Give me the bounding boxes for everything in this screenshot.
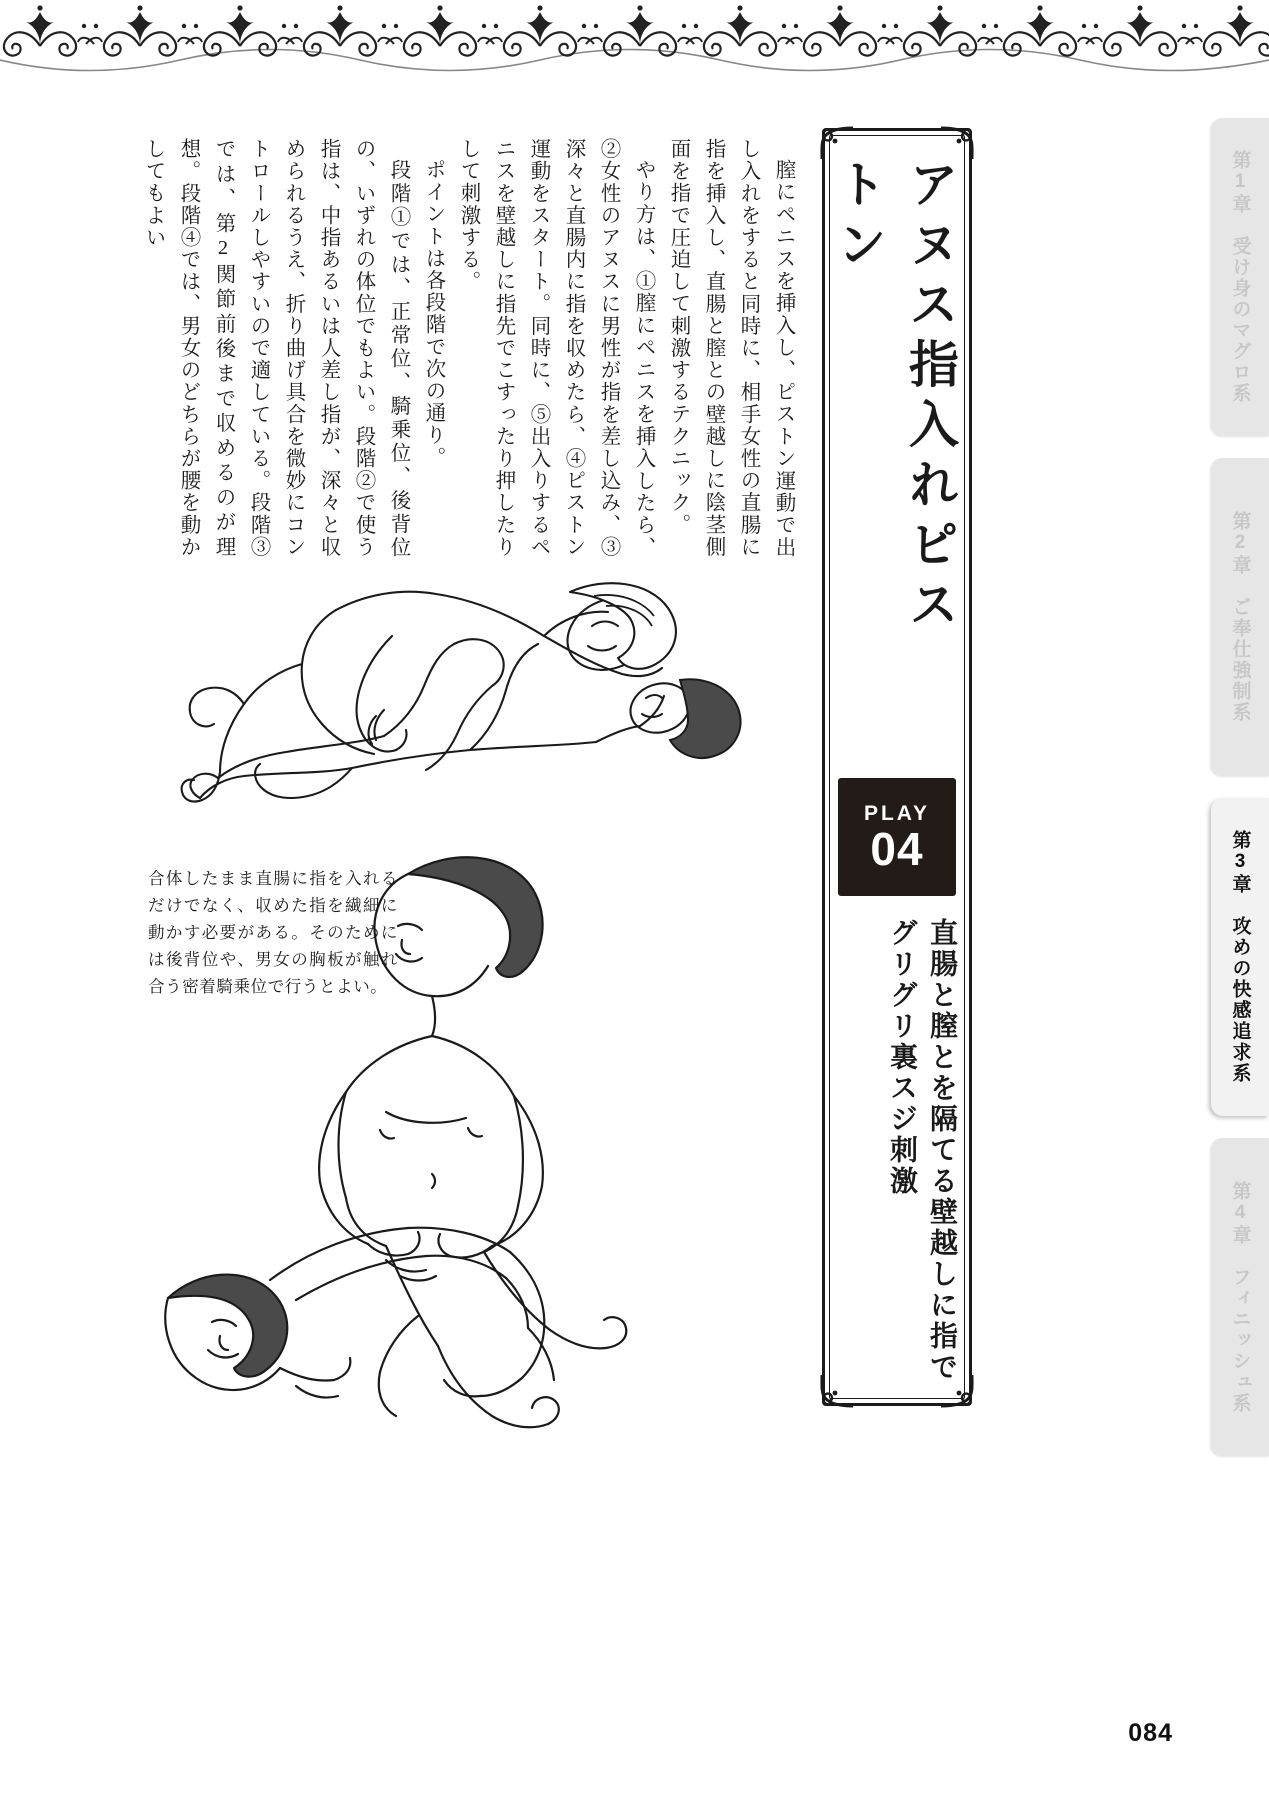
play-label: PLAY bbox=[863, 801, 931, 825]
chapter-tab-1[interactable]: 第1章 受け身のマグロ系 bbox=[1211, 118, 1269, 436]
chapter-tab-list bbox=[1211, 118, 1269, 1456]
body-paragraph-3: ポイントは各段階で次の通り。 bbox=[422, 158, 444, 468]
hair-shape bbox=[670, 679, 741, 758]
body-paragraph-4: 段階①では、正常位、騎乗位、後背位の、いずれの体位でもよい。段階②で使う指は、中指あるいは人差し指が、深々と収められるうえ、折り曲げ具合を微妙にコントロールしやすいので適している。段階③では、第2関節前後まで収めるのが理想。段階④では、男女のどちらが腰を動かしてもよい bbox=[142, 138, 409, 558]
play-title: アヌス指入れピストン bbox=[830, 158, 958, 638]
body-paragraph-2: やり方は、①膣にペニスを挿入したら、②女性のアヌスに男性が指を差し込み、③深々と直腸内に指を収めたら、④ピストン運動をスタート。同時に、⑤出入りするペニスを壁越しに指先でこすったり押したりして刺激する。 bbox=[457, 138, 654, 558]
play-number: 04 bbox=[870, 822, 924, 875]
corner-flourish-icon bbox=[941, 125, 975, 159]
chapter-tab-2[interactable]: 第2章 ご奉仕強制系 bbox=[1211, 458, 1269, 776]
title-banner bbox=[822, 128, 972, 1406]
chapter-tab-4[interactable]: 第4章 フィニッシュ系 bbox=[1211, 1138, 1269, 1456]
illustration-missionary-position bbox=[140, 548, 760, 848]
corner-flourish-icon bbox=[819, 125, 853, 159]
illustration-caption: 合体したまま直腸に指を入れるだけでなく、収めた指を繊細に動かす必要がある。そのためには後背位や、男女の胸板が触れ合う密着騎乗位で行うとよい。 bbox=[148, 869, 398, 996]
play-number-badge bbox=[838, 778, 956, 896]
hair-shape bbox=[408, 857, 543, 977]
body-paragraph-1: 膣にペニスを挿入し、ピストン運動で出し入れをすると同時に、相手女性の直腸に指を挿入し、直腸と膣との壁越しに陰茎側面を指で圧迫して刺激するテクニック。 bbox=[667, 138, 794, 558]
hair-shape bbox=[168, 1275, 287, 1377]
chapter-tab-3[interactable]: 第3章 攻めの快感追求系 bbox=[1211, 798, 1269, 1116]
filigree-ornament-icon bbox=[0, 0, 1269, 88]
page-number: 084 bbox=[1128, 1719, 1173, 1747]
play-subtitle: 直腸と膣とを隔てる壁越しに指でグリグリ裏スジ刺激 bbox=[886, 918, 957, 1383]
article-body bbox=[120, 138, 800, 558]
top-ornament-border bbox=[0, 0, 1269, 88]
